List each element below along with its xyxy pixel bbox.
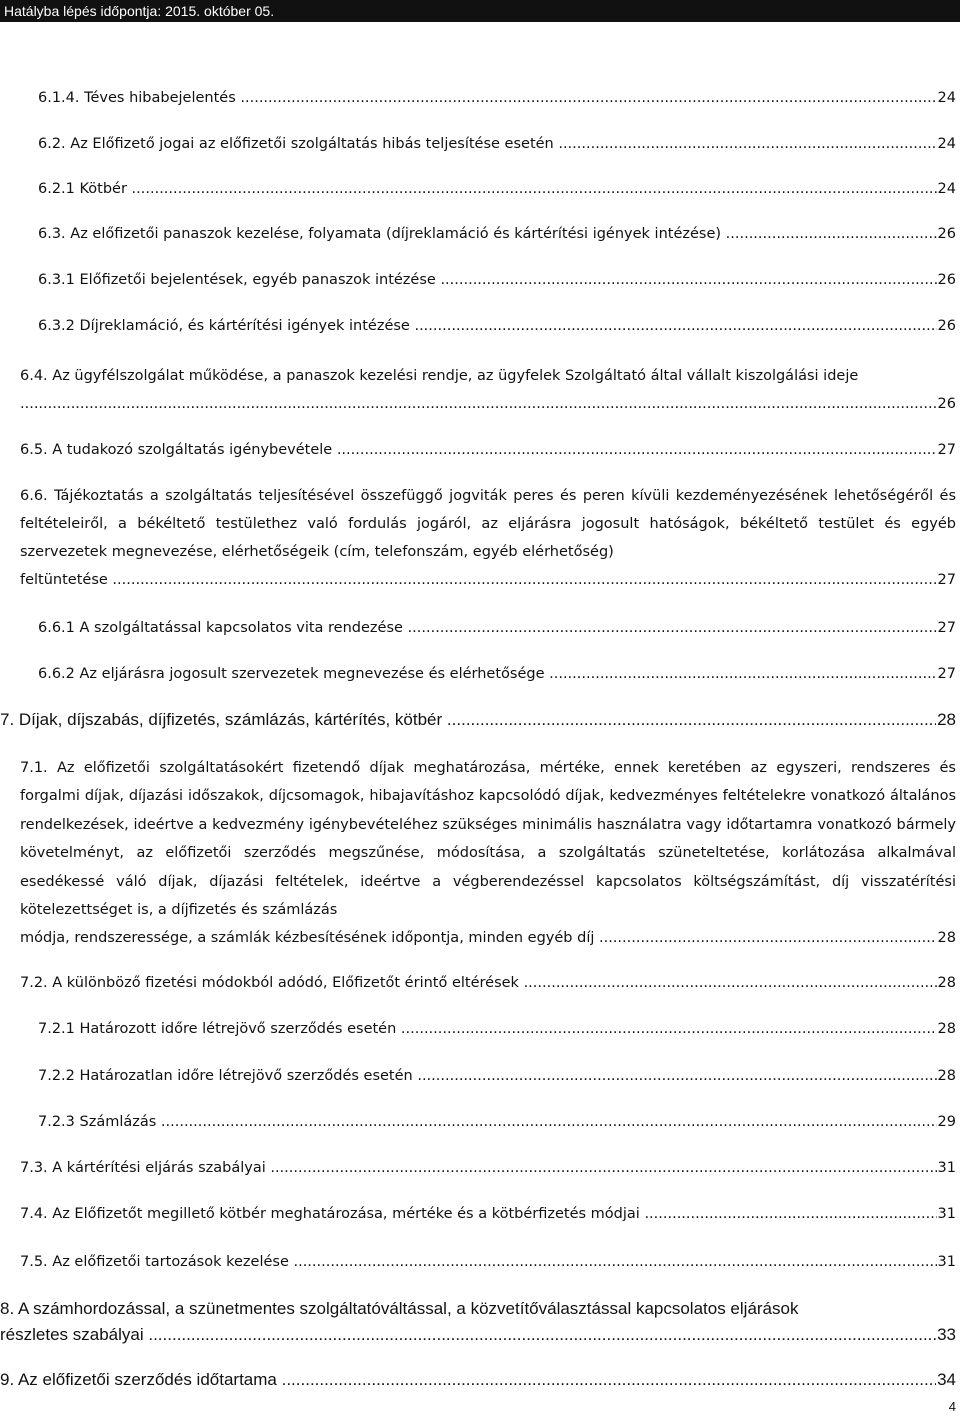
toc-page-number: 26 — [937, 220, 956, 248]
toc-page-number: 31 — [937, 1248, 956, 1276]
toc-entry[interactable] — [38, 614, 956, 642]
toc-entry[interactable] — [38, 1062, 956, 1090]
toc-page-number: 28 — [937, 1015, 956, 1043]
toc-entry-text-last-line: részletes szabályai — [0, 1325, 144, 1344]
toc-entry[interactable] — [20, 754, 956, 952]
toc-entry-text: 7.5. Az előfizetői tartozások kezelése — [20, 1254, 289, 1270]
toc-entry-text: 9. Az előfizetői szerződés időtartama — [0, 1370, 277, 1389]
toc-entry-text: 7.2.3 Számlázás — [38, 1114, 157, 1130]
toc-page-number: 31 — [937, 1154, 956, 1182]
toc-page-number: 28 — [937, 924, 956, 952]
toc-entry[interactable] — [20, 1200, 956, 1228]
toc-entry-text: 6.6.2 Az eljárásra jogosult szervezetek megnevezése és elérhetősége — [38, 666, 545, 682]
toc-entry-text: 7. Díjak, díjszabás, díjfizetés, számlázás, kártérítés, kötbér — [0, 710, 443, 729]
toc-leader-line — [20, 924, 956, 952]
toc-entry-text: 6.3.2 Díjreklamáció, és kártérítési igények intézése — [38, 318, 410, 334]
toc-entry-text: 6.6.1 A szolgáltatással kapcsolatos vita rendezése — [38, 620, 403, 636]
toc-entry[interactable] — [0, 706, 956, 734]
toc-leader-line — [20, 390, 956, 418]
toc-page-number: 26 — [937, 266, 956, 294]
toc-page-number: 28 — [936, 706, 956, 734]
toc-entry[interactable] — [38, 84, 956, 112]
toc-entry[interactable] — [38, 220, 956, 248]
toc-page-number: 33 — [936, 1322, 956, 1348]
toc-page-number: 28 — [937, 969, 956, 997]
toc-entry-text: 6.3.1 Előfizetői bejelentések, egyéb panaszok intézése — [38, 272, 436, 288]
toc-entry[interactable] — [38, 175, 956, 203]
toc-entry-text: 7.4. Az Előfizetőt megillető kötbér meghatározása, mértéke és a kötbérfizetés módjai — [20, 1206, 640, 1222]
toc-entry-text-last-line: feltüntetése — [20, 572, 108, 588]
toc-page-number: 31 — [937, 1200, 956, 1228]
toc-entry[interactable] — [20, 1248, 956, 1276]
toc-entry[interactable] — [20, 436, 956, 464]
toc-entry[interactable] — [38, 660, 956, 688]
toc-entry[interactable] — [0, 1296, 956, 1348]
toc-entry[interactable] — [20, 362, 956, 418]
toc-entry-text: 6.2.1 Kötbér — [38, 181, 127, 197]
header-bar: Hatályba lépés időpontja: 2015. október 05. — [0, 0, 960, 22]
toc-entry[interactable] — [38, 130, 956, 158]
toc-entry[interactable] — [38, 1108, 956, 1136]
page-number: 4 — [948, 1399, 956, 1414]
toc-page-number: 27 — [937, 436, 956, 464]
toc-entry-text: 6.2. Az Előfizető jogai az előfizetői szolgáltatás hibás teljesítése esetén — [38, 136, 554, 152]
toc-page-number: 24 — [937, 130, 956, 158]
toc-page-number: 34 — [936, 1366, 956, 1394]
toc-entry[interactable] — [20, 482, 956, 594]
toc-page-number: 27 — [937, 566, 956, 594]
toc-entry-text: 6.4. Az ügyfélszolgálat működése, a panaszok kezelési rendje, az ügyfelek Szolgáltató által vállalt kiszolgálási ideje — [20, 368, 859, 384]
toc-entry[interactable] — [20, 969, 956, 997]
toc-entry-text: 7.3. A kártérítési eljárás szabályai — [20, 1160, 266, 1176]
toc-page-number: 27 — [937, 614, 956, 642]
toc-page-number: 29 — [937, 1108, 956, 1136]
toc-entry-text-last-line: módja, rendszeressége, a számlák kézbesítésének időpontja, minden egyéb díj — [20, 930, 595, 947]
toc-entry-text: 6.1.4. Téves hibabejelentés — [38, 90, 236, 106]
toc-entry-text: 6.6. Tájékoztatás a szolgáltatás teljesítésével összefüggő jogviták peres és peren kívüli kezdeményezésének lehetőségéről és feltételeiről, a békéltető testülethez való fordulás jogáról, az eljárásra jogosult hatóságok, békéltető testület és egyéb szervezetek megnevezése, elérhetőségeik (cím, telefonszám, egyéb elérhetőség) — [20, 488, 956, 560]
toc-page-number: 24 — [937, 84, 956, 112]
toc-entry-text: 7.2.1 Határozott időre létrejövő szerződés esetén — [38, 1021, 397, 1037]
toc-entry[interactable] — [0, 1366, 956, 1394]
toc-leader-line — [0, 1322, 956, 1348]
toc-entry[interactable] — [38, 266, 956, 294]
toc-entry-text: 6.3. Az előfizetői panaszok kezelése, folyamata (díjreklamáció és kártérítési igények intézése) — [38, 226, 722, 242]
toc-page-number: 28 — [937, 1062, 956, 1090]
toc-page-number: 24 — [937, 175, 956, 203]
toc-page-number: 27 — [937, 660, 956, 688]
toc-entry-text: 7.1. Az előfizetői szolgáltatásokért fizetendő díjak meghatározása, mértéke, ennek keretében az egyszeri, rendszeres és forgalmi díjak, díjazási időszakok, díjcsomagok, hibajavításhoz kapcsolódó díjak, kedvezményes feltételekre vonatkozó általános rendelkezések, ideértve a kedvezmény igénybevételéhez szükséges minimális használatra vagy időtartamra vonatkozó bármely követelményt, az előfizetői szerződés megszűnése, módosítása, a szolgáltatás szüneteltetése, korlátozása alkalmával esedékessé váló díjak, díjazási feltételek, ideértve a végberendezéssel kapcsolatos költségszámítást, díj visszatérítési kötelezettséget is, a díjfizetés és számlázás — [20, 760, 956, 919]
toc-page-number: 26 — [937, 312, 956, 340]
toc-page-number: 26 — [937, 390, 956, 418]
toc-entry-text: 7.2.2 Határozatlan időre létrejövő szerződés esetén — [38, 1068, 413, 1084]
toc-entry[interactable] — [20, 1154, 956, 1182]
toc-entry[interactable] — [38, 1015, 956, 1043]
toc-entry-text: 7.2. A különböző fizetési módokból adódó, Előfizetőt érintő eltérések — [20, 975, 519, 991]
toc-leader-line — [20, 566, 956, 594]
toc-entry-text: 8. A számhordozással, a szünetmentes szolgáltatóváltással, a közvetítőválasztással kapcsolatos eljárások — [0, 1299, 799, 1318]
toc-entry-text: 6.5. A tudakozó szolgáltatás igénybevétele — [20, 442, 333, 458]
toc-entry[interactable] — [38, 312, 956, 340]
